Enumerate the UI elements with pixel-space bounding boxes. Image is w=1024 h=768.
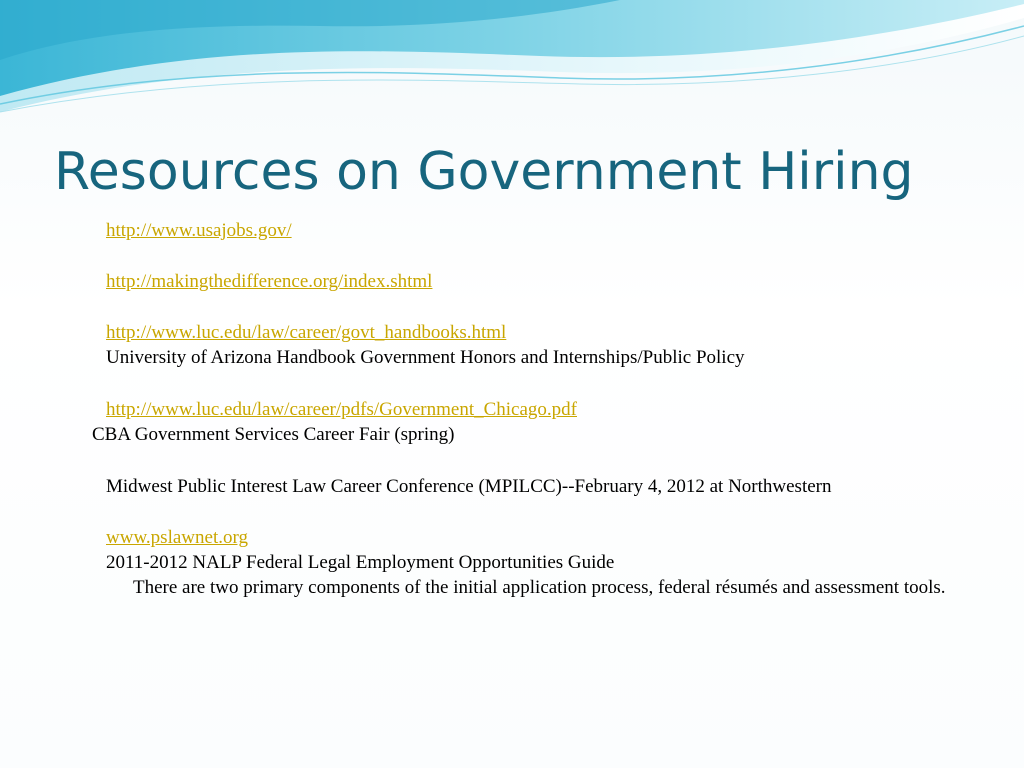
header-wave-decoration	[0, 0, 1024, 130]
application-note: There are two primary components of the initial application process, federal résumés and assessment tools.	[133, 577, 946, 598]
usajobs-link[interactable]: http://www.usajobs.gov/	[106, 220, 292, 241]
makingthedifference-link[interactable]: http://makingthedifference.org/index.shtml	[106, 271, 433, 292]
luc-chicago-link[interactable]: http://www.luc.edu/law/career/pdfs/Government_Chicago.pdf	[106, 399, 577, 420]
mpilcc-text: Midwest Public Interest Law Career Conference (MPILCC)--February 4, 2012 at Northwestern	[106, 476, 832, 497]
pslawnet-link[interactable]: www.pslawnet.org	[106, 527, 248, 548]
page-title: Resources on Government Hiring	[54, 142, 914, 202]
nalp-guide-text: 2011-2012 NALP Federal Legal Employment Opportunities Guide	[106, 552, 615, 573]
luc-handbooks-link[interactable]: http://www.luc.edu/law/career/govt_handbooks.html	[106, 322, 507, 343]
arizona-handbook-text: University of Arizona Handbook Government Honors and Internships/Public Policy	[106, 347, 745, 368]
cba-fair-text: CBA Government Services Career Fair (spring)	[92, 424, 455, 445]
